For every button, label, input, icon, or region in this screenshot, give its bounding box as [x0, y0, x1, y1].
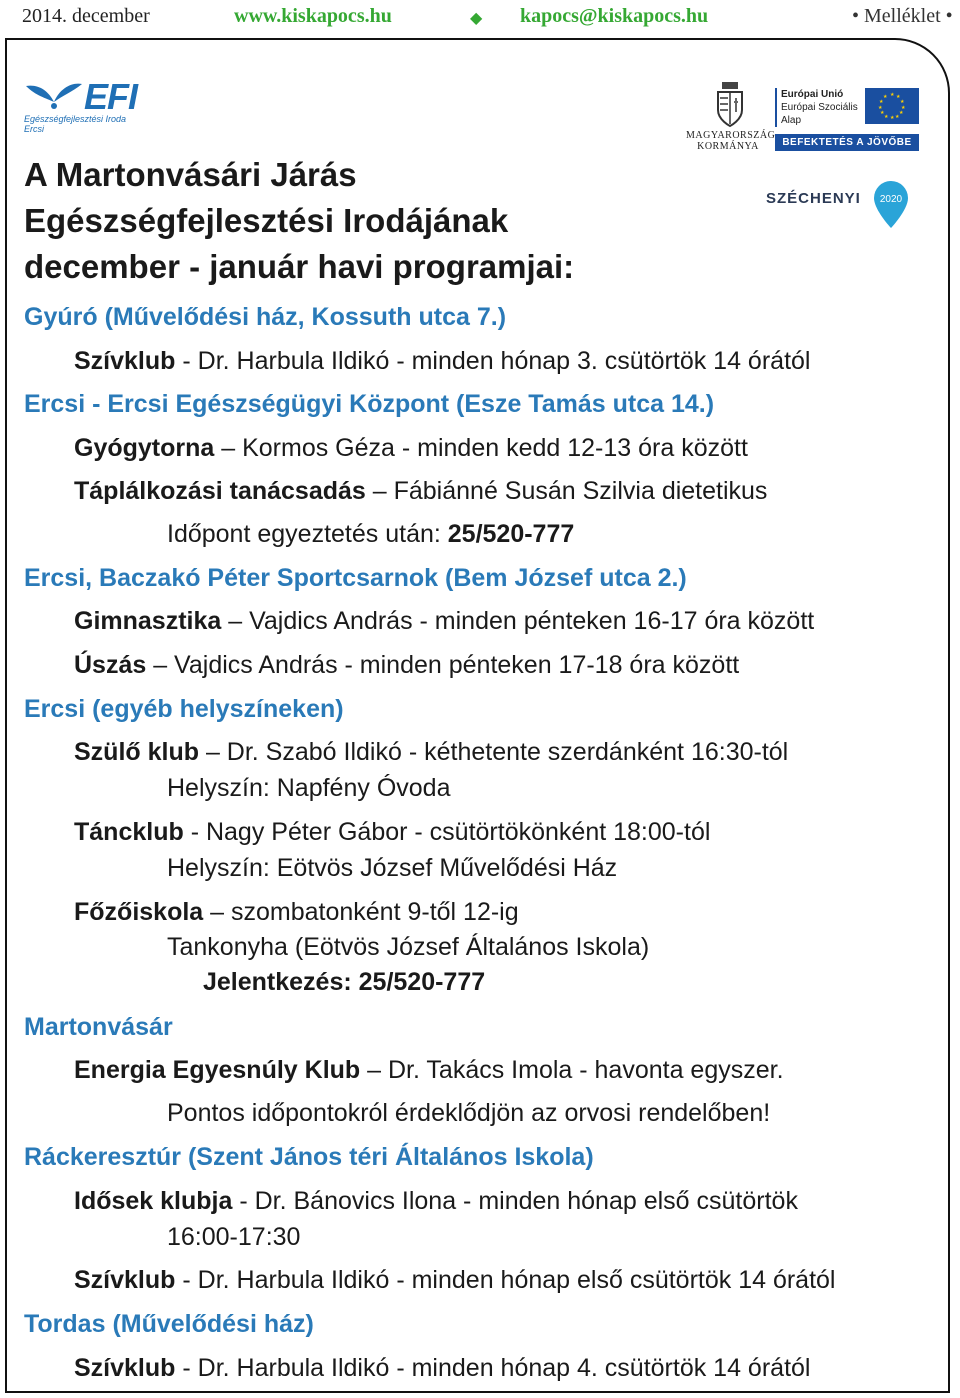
szechenyi-year: 2020: [879, 194, 903, 205]
appointment-text: Időpont egyeztetés után:: [167, 520, 448, 548]
efi-name: EFI: [84, 76, 138, 117]
program-name: Úszás: [74, 651, 147, 679]
program-details: – szombatonként 9-től 12-ig: [203, 898, 519, 926]
program-name: Energia Egyesnúly Klub: [74, 1056, 361, 1084]
program-name: Szívklub: [74, 1266, 176, 1294]
efi-subtitle: [24, 114, 126, 134]
eu-flag-icon: [865, 88, 919, 124]
program-name: Gimnasztika: [74, 607, 222, 635]
program-details: - Dr. Harbula Ildikó - minden hónap 3. csütörtök 14 órától: [175, 347, 811, 375]
program-name: Szívklub: [74, 1354, 176, 1382]
program-item: [74, 433, 748, 463]
location-heading: Ercsi (egyéb helyszíneken): [24, 695, 344, 723]
title-line3: december - január havi programjai:: [24, 248, 575, 285]
svg-text:★: ★: [895, 114, 900, 120]
program-details: - Dr. Harbula Ildikó - minden hónap első csütörtök 14 órától: [175, 1266, 836, 1294]
location-heading: Tordas (Művelődési ház): [24, 1310, 314, 1338]
szechenyi-logo: SZÉCHENYI: [766, 190, 861, 207]
diamond-separator-icon: ◆: [470, 10, 483, 27]
program-venue: Helyszín: Eötvös József Művelődési Ház: [167, 854, 618, 882]
efi-logo: [24, 76, 144, 136]
program-name: Táncklub: [74, 818, 184, 846]
program-details: – Vajdics András - minden pénteken 16-17 óra között: [221, 607, 815, 635]
page-title: [24, 152, 574, 290]
program-details: – Kormos Géza - minden kedd 12-13 óra között: [214, 434, 748, 462]
location-pin-icon: [872, 180, 910, 230]
svg-text:★: ★: [883, 94, 888, 100]
page-header: [0, 0, 960, 38]
coat-of-arms-icon: [713, 80, 747, 128]
program-venue: Helyszín: Napfény Óvoda: [167, 774, 451, 802]
website-link[interactable]: www.kiskapocs.hu: [234, 5, 392, 27]
program-details: - Nagy Péter Gábor - csütörtökönként 18:00-tól: [183, 818, 711, 846]
program-item: [74, 346, 810, 376]
eu-line2: Európai Szociális: [781, 102, 858, 113]
title-line2: Egészségfejlesztési Irodájának: [24, 202, 509, 239]
eu-line3: Alap: [781, 115, 802, 126]
gov-line2: KORMÁNYA: [697, 141, 759, 152]
annex-label: • Melléklet •: [852, 5, 953, 27]
program-venue: Tankonyha (Eötvös József Általános Iskola): [167, 933, 650, 961]
program-note: [167, 519, 574, 549]
program-item: [74, 897, 519, 927]
program-name: Főzőiskola: [74, 898, 204, 926]
location-heading: Gyúró (Művelődési ház, Kossuth utca 7.): [24, 303, 507, 331]
program-details: – Dr. Szabó Ildikó - kéthetente szerdánként 16:30-tól: [199, 738, 789, 766]
location-heading: Ercsi - Ercsi Egészségügyi Központ (Esze Tamás utca 14.): [24, 390, 715, 418]
svg-text:★: ★: [884, 114, 889, 120]
program-item: [74, 1186, 798, 1216]
svg-text:★: ★: [890, 115, 895, 121]
eu-text: [775, 88, 861, 127]
government-label: [686, 130, 776, 152]
program-details: – Fábiánné Susán Szilvia dietetikus: [365, 477, 768, 505]
program-item: [74, 476, 767, 506]
location-heading: Ráckeresztúr (Szent János téri Általános Iskola): [24, 1143, 594, 1171]
svg-text:★: ★: [890, 92, 895, 98]
phone-number: 25/520-777: [447, 520, 575, 548]
registration-note: Jelentkezés: 25/520-777: [203, 968, 486, 996]
svg-text:★: ★: [899, 110, 904, 116]
email-link[interactable]: kapocs@kiskapocs.hu: [520, 5, 709, 27]
efi-sub-line2: Ercsi: [24, 124, 44, 134]
program-item: [74, 650, 739, 680]
eu-logo: [775, 88, 906, 127]
location-heading: Ercsi, Baczakó Péter Sportcsarnok (Bem József utca 2.): [24, 564, 687, 592]
svg-text:★: ★: [896, 94, 901, 100]
efi-sub-line1: Egészségfejlesztési Iroda: [24, 114, 127, 124]
svg-text:★: ★: [901, 105, 906, 111]
svg-text:★: ★: [878, 105, 883, 111]
title-line1: A Martonvásári Járás: [24, 156, 357, 193]
location-heading: Martonvásár: [24, 1013, 173, 1041]
svg-text:★: ★: [900, 99, 905, 105]
program-item: [74, 606, 814, 636]
eu-banner: BEFEKTETÉS A JÖVŐBE: [775, 134, 919, 151]
program-details: - Dr. Bánovics Ilona - minden hónap első csütörtök: [232, 1187, 798, 1215]
program-item: [74, 1265, 835, 1295]
program-note: Pontos időpontokról érdeklődjön az orvosi rendelőben!: [167, 1099, 771, 1127]
program-name: Gyógytorna: [74, 434, 215, 462]
program-name: Idősek klubja: [74, 1187, 233, 1215]
program-name: Táplálkozási tanácsadás: [74, 477, 366, 505]
svg-text:★: ★: [880, 110, 885, 116]
program-item: [74, 817, 710, 847]
eu-line1: Európai Unió: [781, 89, 844, 100]
program-details: - Dr. Harbula Ildikó - minden hónap 4. csütörtök 14 órától: [175, 1354, 811, 1382]
program-item: [74, 1055, 784, 1085]
issue-date: 2014. december: [22, 5, 150, 27]
program-details: – Vajdics András - minden pénteken 17-18 óra között: [146, 651, 740, 679]
program-name: Szívklub: [74, 347, 176, 375]
svg-text:★: ★: [879, 99, 884, 105]
program-name: Szülő klub: [74, 738, 199, 766]
gov-line1: MAGYARORSZÁG: [686, 130, 776, 141]
bird-icon: [24, 80, 84, 116]
program-item: [74, 1353, 810, 1383]
program-details: – Dr. Takács Imola - havonta egyszer.: [360, 1056, 784, 1084]
program-item: [74, 737, 788, 767]
program-time: 16:00-17:30: [167, 1223, 301, 1251]
